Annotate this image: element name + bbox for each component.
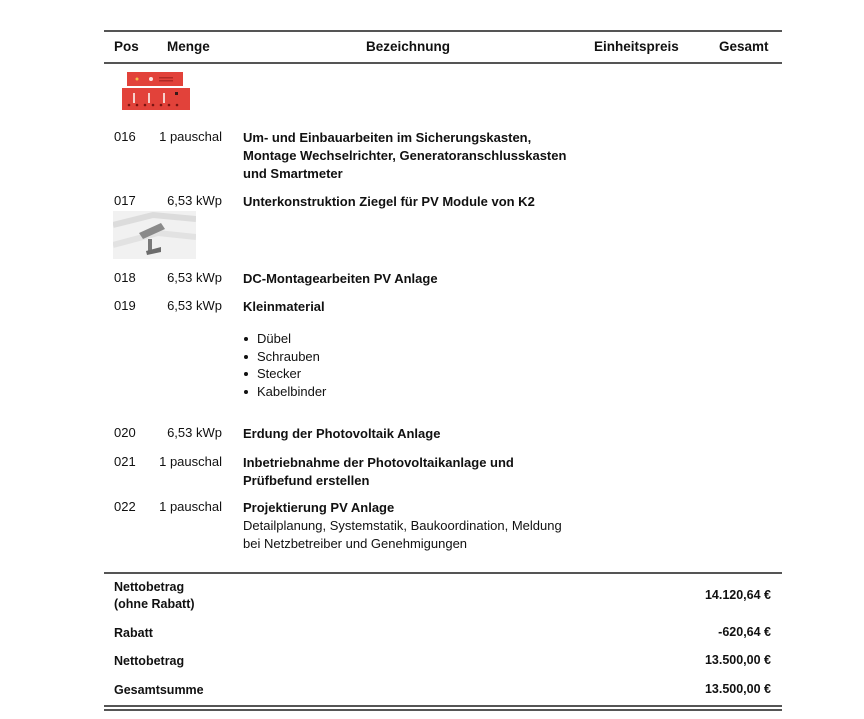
row-description (243, 425, 440, 443)
row-description (243, 129, 566, 183)
row-pos: 021 (114, 454, 136, 469)
fuse-box-image (121, 71, 191, 112)
row-title-line: Inbetriebnahme der Photovoltaikanlage und (243, 455, 514, 470)
totals-label: Gesamtsumme (114, 683, 204, 697)
header-pos: Pos (114, 39, 139, 54)
label-line: (ohne Rabatt) (114, 597, 195, 611)
row-title-line: Projektierung PV Anlage (243, 500, 395, 515)
totals-value: 13.500,00 € (704, 653, 771, 667)
row-detail-line: bei Netzbetreiber und Genehmigungen (243, 536, 468, 551)
row-menge: 1 pauschal (159, 454, 222, 469)
list-item: Schrauben (243, 348, 326, 366)
totals-row-netto-ohne-rabatt (114, 579, 771, 615)
totals-rule (104, 572, 782, 574)
row-menge: 1 pauschal (159, 129, 222, 144)
row-description (243, 270, 438, 288)
row-title-line: Erdung der Photovoltaik Anlage (243, 426, 441, 441)
material-list (243, 330, 326, 400)
row-title-line: Montage Wechselrichter, Generatoranschlusskasten (243, 148, 567, 163)
totals-value: 13.500,00 € (704, 682, 771, 696)
row-pos: 018 (114, 270, 136, 285)
header-menge: Menge (167, 39, 210, 54)
header-bezeichnung: Bezeichnung (366, 39, 451, 54)
label-line: Nettobetrag (114, 580, 185, 594)
row-description (243, 193, 535, 211)
totals-label: Nettobetrag (114, 654, 185, 668)
row-title-line: Kleinmaterial (243, 299, 325, 314)
row-title-line: und Smartmeter (243, 166, 343, 181)
header-einheitspreis: Einheitspreis (594, 39, 679, 54)
header-rule (104, 62, 782, 64)
list-item: Stecker (243, 365, 326, 383)
row-menge: 6,53 kWp (167, 270, 222, 285)
row-menge: 6,53 kWp (167, 425, 222, 440)
row-description (243, 298, 326, 400)
row-detail-line: Detailplanung, Systemstatik, Baukoordination, Meldung (243, 518, 562, 533)
row-menge: 6,53 kWp (167, 193, 222, 208)
row-menge: 6,53 kWp (167, 298, 222, 313)
totals-value: 14.120,64 € (704, 588, 771, 602)
mounting-hook-image (113, 211, 196, 259)
row-pos: 016 (114, 129, 136, 144)
row-title-line: Um- und Einbauarbeiten im Sicherungskasten, (243, 130, 532, 145)
row-description (243, 499, 562, 553)
row-pos: 022 (114, 499, 136, 514)
list-item: Kabelbinder (243, 383, 326, 401)
totals-label (114, 579, 195, 613)
table-header (104, 30, 782, 66)
row-title-line: DC-Montagearbeiten PV Anlage (243, 271, 438, 286)
list-item: Dübel (243, 330, 326, 348)
row-title-line: Prüfbefund erstellen (243, 473, 370, 488)
row-pos: 017 (114, 193, 136, 208)
double-rule-bottom (104, 709, 782, 711)
row-description (243, 454, 514, 490)
row-title-line: Unterkonstruktion Ziegel für PV Module von K2 (243, 194, 535, 209)
totals-value: -620,64 € (718, 625, 771, 639)
row-pos: 019 (114, 298, 136, 313)
double-rule-top (104, 705, 782, 707)
row-pos: 020 (114, 425, 136, 440)
header-gesamt: Gesamt (719, 39, 769, 54)
row-menge: 1 pauschal (159, 499, 222, 514)
totals-label: Rabatt (114, 626, 153, 640)
